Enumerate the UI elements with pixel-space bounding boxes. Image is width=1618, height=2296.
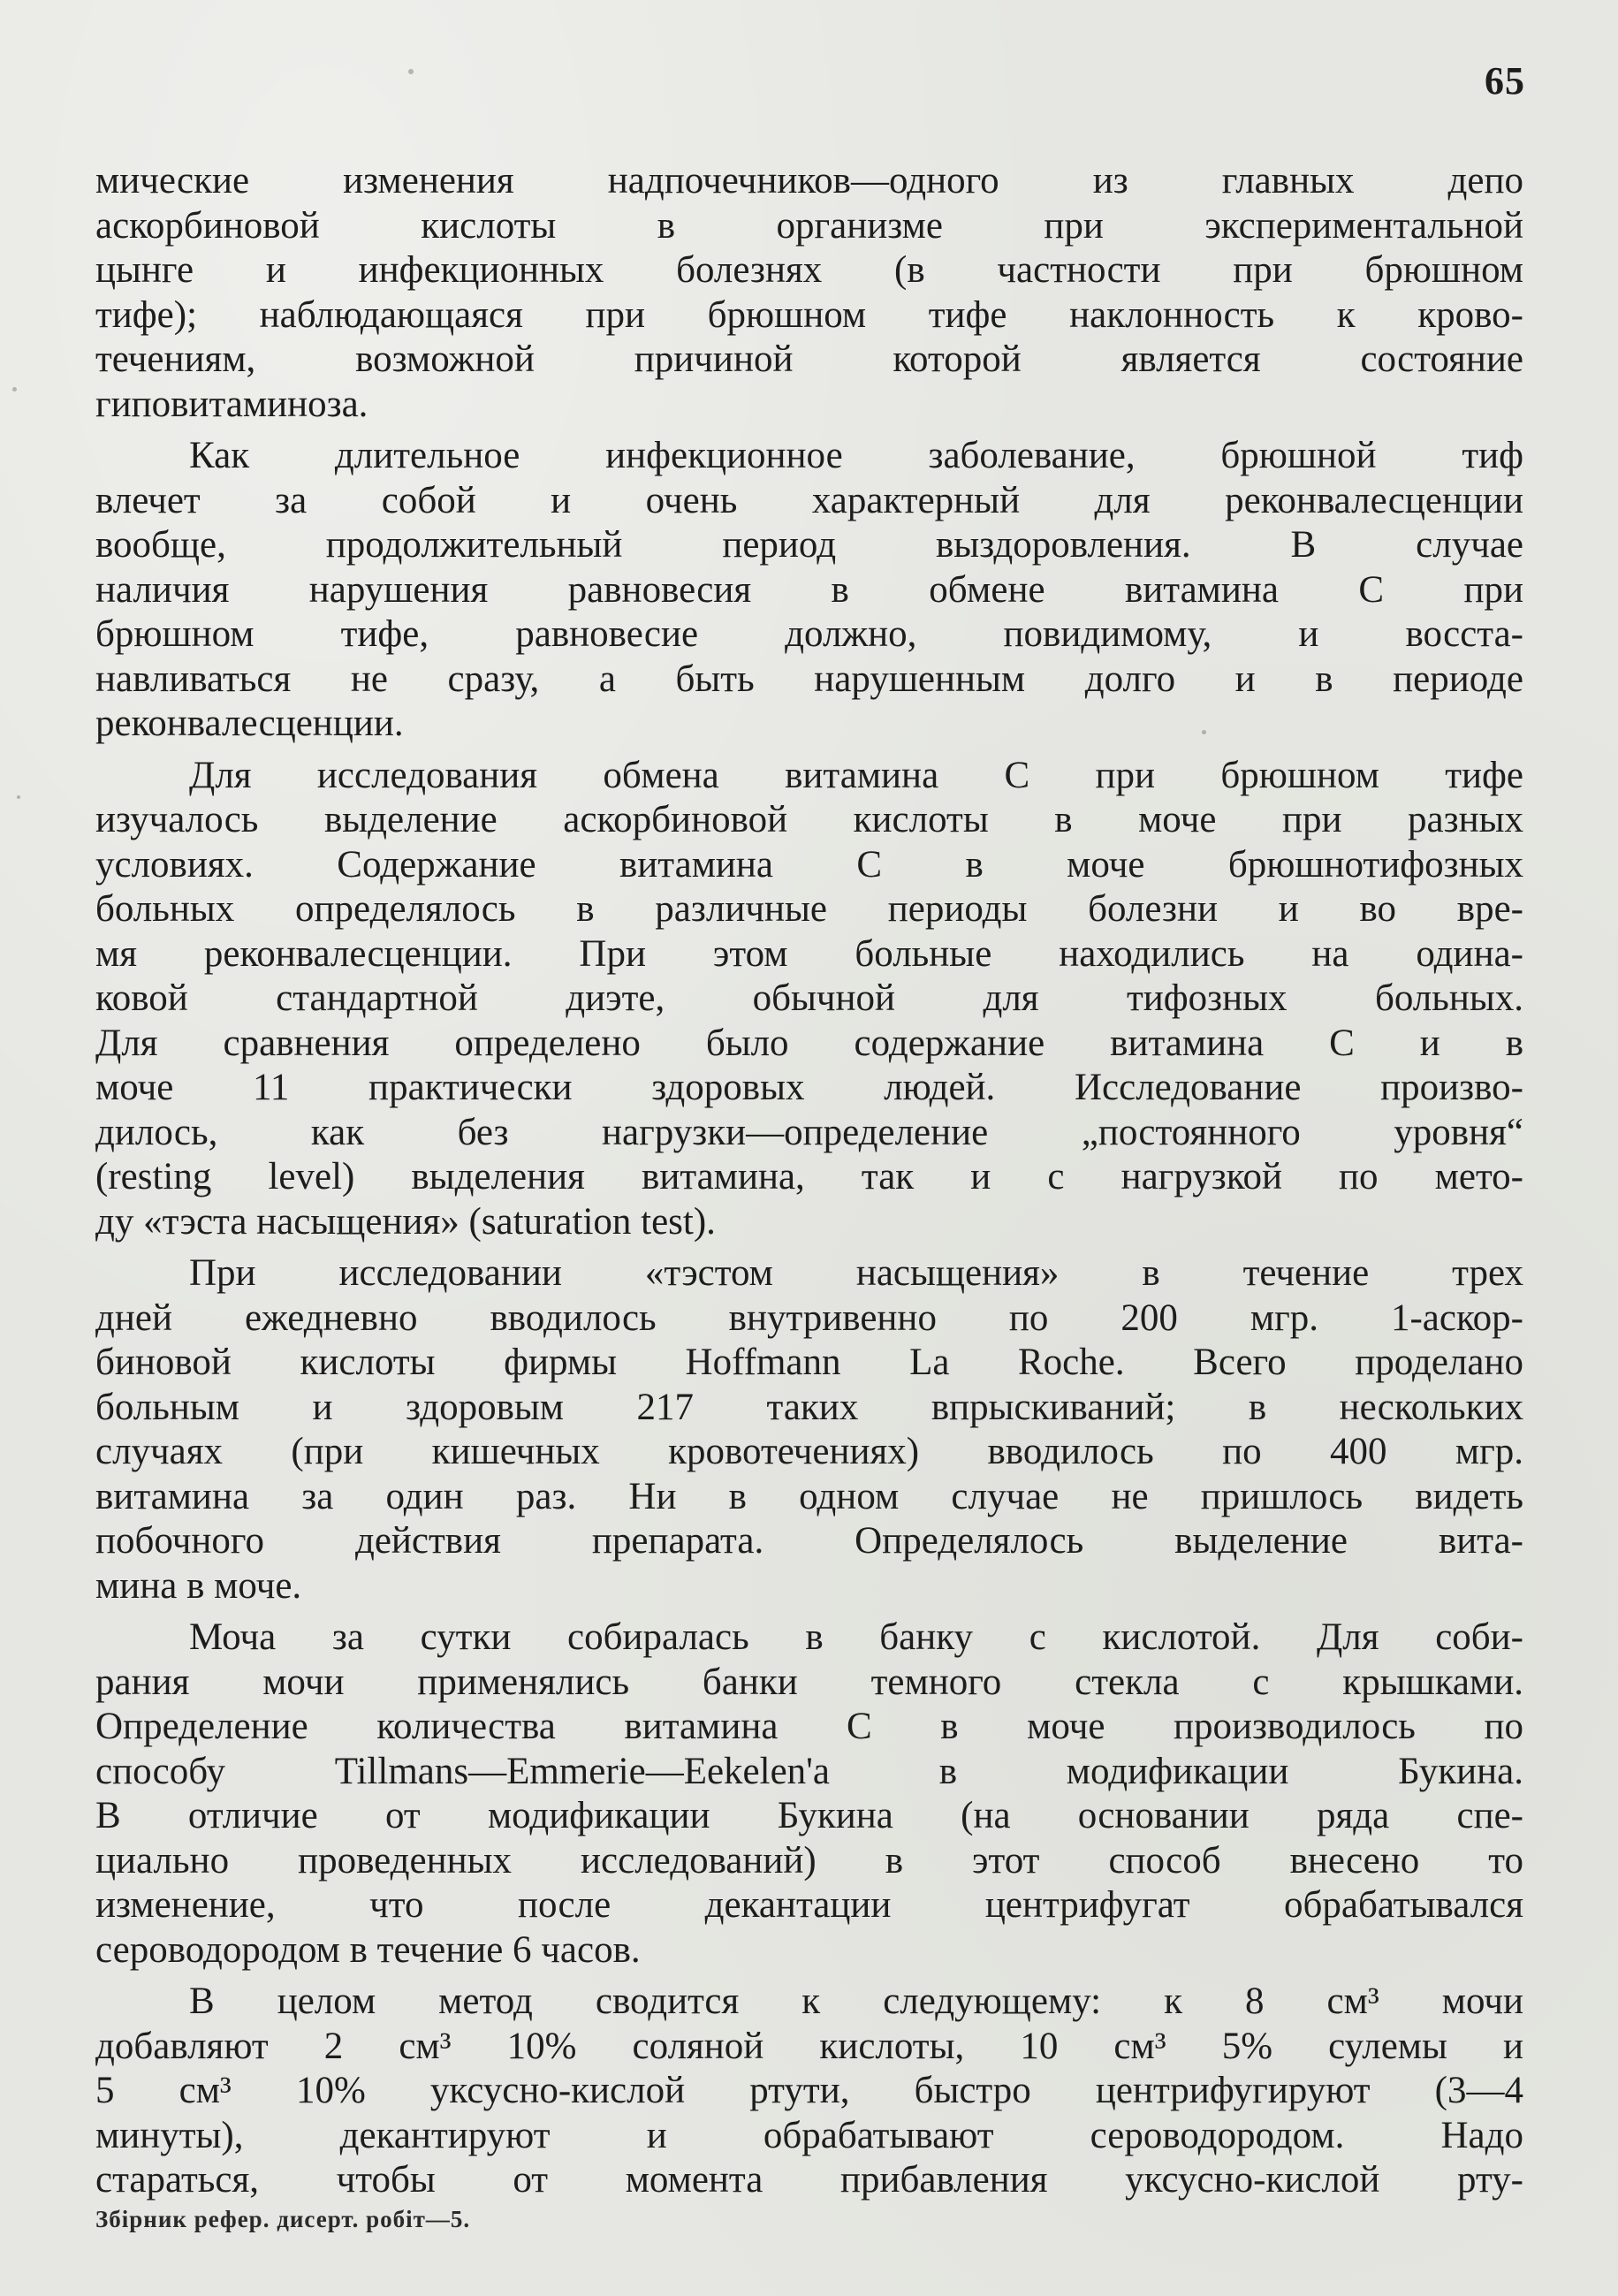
text-line: витамина за один раз. Ни в одном случае не пришлось видеть (95, 1475, 1523, 1517)
text-line: мические изменения надпочечников—одного из главных депо (95, 160, 1523, 201)
paragraph (95, 1616, 1523, 1973)
text-line: дилось, как без нагрузки—определение „постоянного уровня“ (95, 1111, 1523, 1153)
paragraph (95, 434, 1523, 747)
text-line: моче 11 практически здоровых людей. Исследование произво- (95, 1067, 1523, 1108)
text-line: При исследовании «тэстом насыщения» в течение трех (189, 1252, 1523, 1294)
text-line: цынге и инфекционных болезнях (в частности при брюшном (95, 249, 1523, 291)
text-line: случаях (при кишечных кровотечениях) вводилось по 400 мгр. (95, 1431, 1523, 1472)
text-line: наличия нарушения равновесия в обмене витамина С при (95, 568, 1523, 611)
text-line: Моча за сутки собиралась в банку с кислотой. Для соби- (189, 1616, 1523, 1658)
text-line: больным и здоровым 217 таких впрыскиваний; в нескольких (95, 1386, 1523, 1428)
text-line: побочного действия препарата. Определялось выделение вита- (95, 1520, 1523, 1562)
text-line: Для сравнения определено было содержание витамина С и в (95, 1022, 1523, 1064)
text-line: мя реконвалесценции. При этом больные находились на одина- (95, 932, 1523, 975)
text-line: тифе); наблюдающаяся при брюшном тифе наклонность к крово- (95, 293, 1523, 336)
text-line: аскорбиновой кислоты в организме при экспериментальной (95, 204, 1523, 247)
text-line: мина в моче. (95, 1564, 302, 1607)
body-text (95, 159, 1523, 2203)
text-line: больных определялось в различные периоды болезни и во вре- (95, 888, 1523, 930)
text-line: рания мочи применялись банки темного стекла с крышками. (95, 1661, 1523, 1703)
text-line: изменение, что после декантации центрифугат обрабатывался (95, 1884, 1523, 1926)
text-line: добавляют 2 см³ 10% соляной кислоты, 10 см³ 5% сулемы и (95, 2025, 1523, 2067)
paper-speck (12, 387, 17, 392)
text-line: гиповитаминоза. (95, 383, 368, 425)
text-line: вообще, продолжительный период выздоровления. В случае (95, 524, 1523, 566)
text-line: ду «тэста насыщения» (saturation test). (95, 1200, 716, 1243)
paper-speck (17, 795, 20, 799)
text-line: минуты), декантируют и обрабатывают сероводородом. Надо (95, 2114, 1523, 2156)
text-line: циально проведенных исследований) в этот способ внесено то (95, 1839, 1523, 1882)
text-line: влечет за собой и очень характерный для реконвалесценции (95, 479, 1523, 521)
page-number: 65 (1485, 59, 1525, 103)
text-line: навливаться не сразу, а быть нарушенным долго и в периоде (95, 658, 1523, 700)
text-line: ковой стандартной диэте, обычной для тифозных больных. (95, 977, 1523, 1019)
text-line: условиях. Содержание витамина С в моче брюшнотифозных (95, 843, 1523, 886)
text-line: изучалось выделение аскорбиновой кислоты в моче при разных (95, 799, 1523, 840)
text-line: брюшном тифе, равновесие должно, повидимому, и восста- (95, 613, 1523, 655)
paragraph (95, 1251, 1523, 1608)
footer-source-line: Збірник рефер. дисерт. робіт—5. (95, 2206, 471, 2232)
text-line: Как длительное инфекционное заболевание, брюшной тиф (189, 435, 1523, 476)
text-line: сероводородом в течение 6 часов. (95, 1928, 641, 1971)
paragraph (95, 1980, 1523, 2203)
text-line: реконвалесценции. (95, 703, 404, 744)
text-line: дней ежедневно вводилось внутривенно по 200 мгр. 1-аскор- (95, 1296, 1523, 1339)
text-line: течениям, возможной причиной которой является состояние (95, 338, 1523, 380)
paper-speck (408, 69, 414, 74)
text-line: стараться, чтобы от момента прибавления уксусно-кислой рту- (95, 2159, 1523, 2201)
text-line: (resting level) выделения витамина, так и с нагрузкой по мето- (95, 1156, 1523, 1197)
text-line: В отличие от модификации Букина (на основании ряда спе- (95, 1795, 1523, 1836)
text-line: Определение количества витамина С в моче производилось по (95, 1706, 1523, 1747)
text-line: Для исследования обмена витамина С при брюшном тифе (189, 754, 1523, 796)
paragraph (95, 159, 1523, 427)
text-line: В целом метод сводится к следующему: к 8 см³ мочи (189, 1980, 1523, 2022)
text-line: 5 см³ 10% уксусно-кислой ртути, быстро центрифугируют (3—4 (95, 2070, 1523, 2111)
text-line: способу Tillmans—Emmerie—Eekelen'a в модификации Букина. (95, 1750, 1523, 1792)
text-line: биновой кислоты фирмы Hoffmann La Roche. Всего проделано (95, 1342, 1523, 1383)
paragraph (95, 754, 1523, 1245)
